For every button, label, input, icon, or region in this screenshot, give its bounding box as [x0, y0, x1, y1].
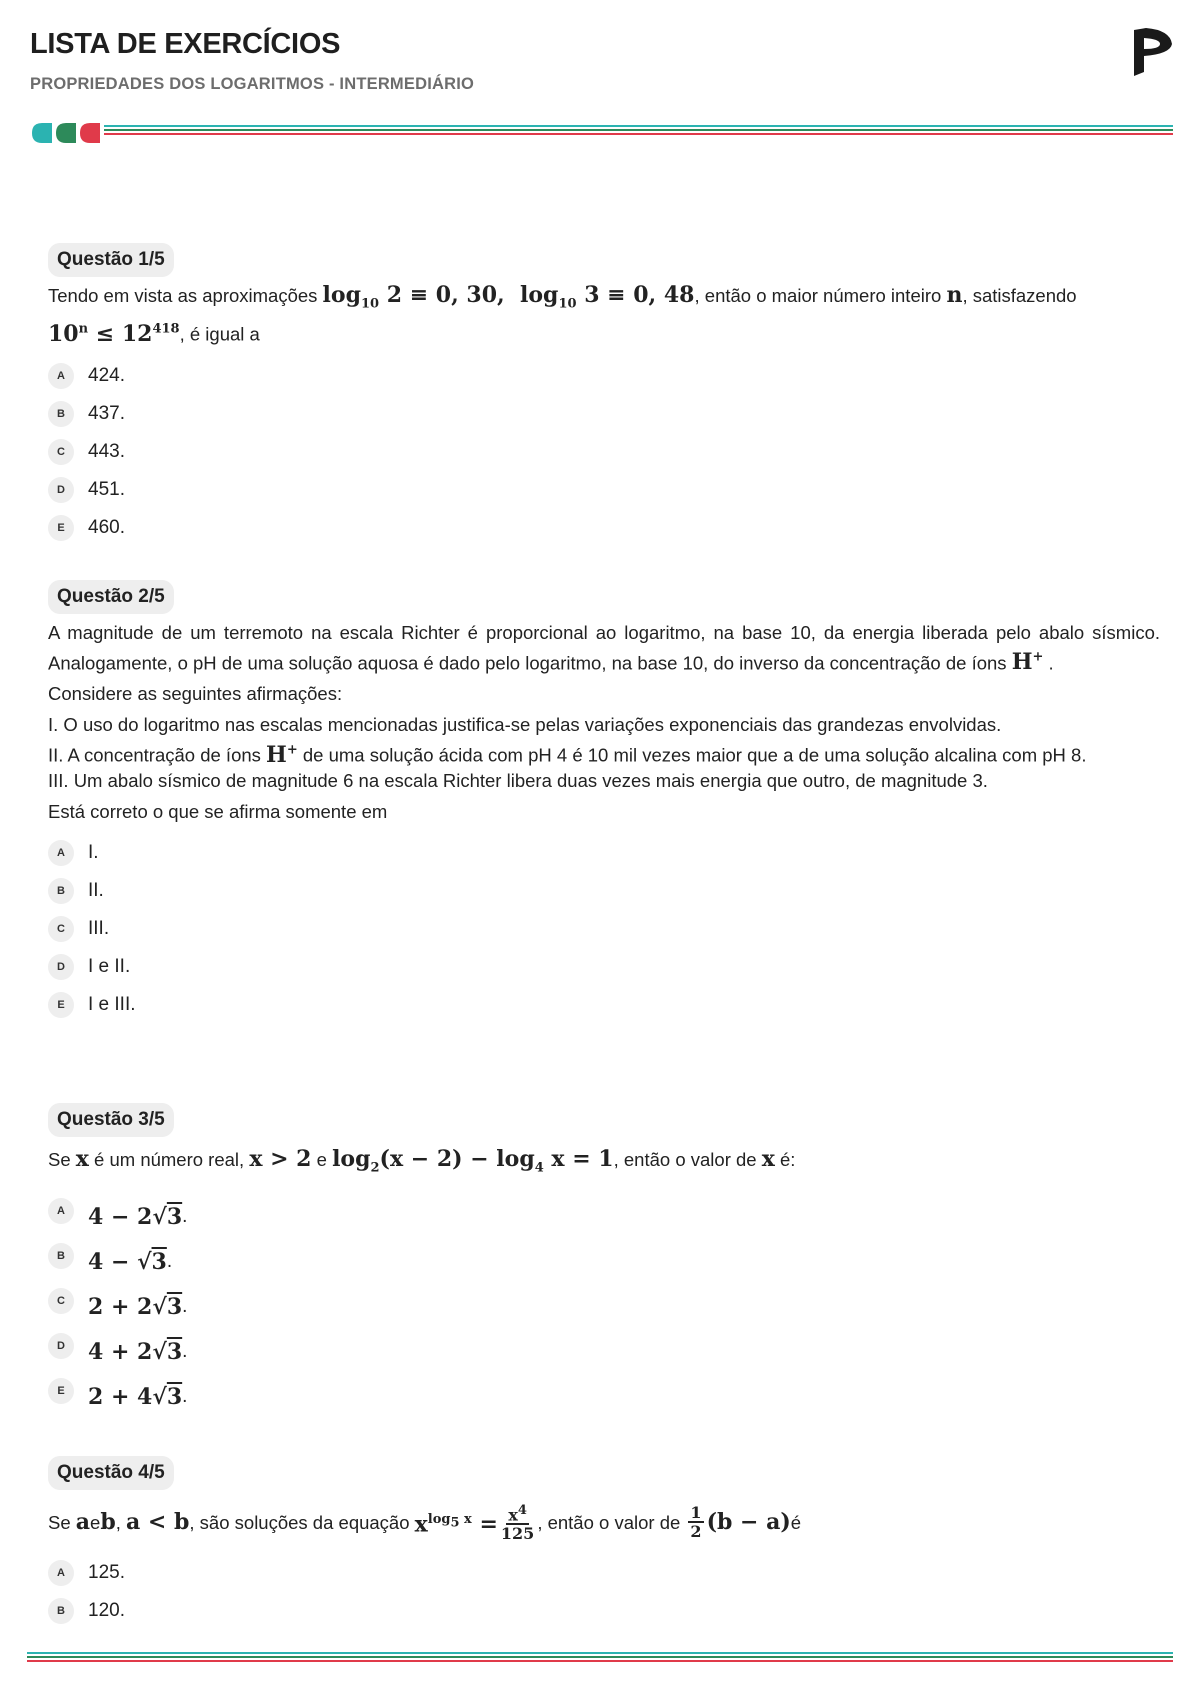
question-2	[48, 580, 1160, 1024]
option-d[interactable]: D 4 + 2√3 .	[48, 1329, 1160, 1374]
question-badge: Questão 2/5	[48, 580, 174, 614]
option-e[interactable]: E 460.	[48, 509, 1160, 547]
option-b[interactable]: B II.	[48, 872, 1160, 910]
option-letter: D	[48, 954, 74, 980]
option-b[interactable]: B 4 − √3 .	[48, 1239, 1160, 1284]
option-a[interactable]: A 125.	[48, 1554, 1160, 1592]
header-divider	[104, 125, 1173, 139]
question-badge: Questão 4/5	[48, 1456, 174, 1490]
option-letter: B	[48, 1243, 74, 1269]
question-statement: A magnitude de um terremoto na escala Richter é proporcional ao logaritmo, na base 10, da energia liberada pelo abalo sísmico. Analogamente, o pH de uma solução aquosa é dado pelo logaritmo, na base 10, do inverso da concentração de íons H+ . Considere as seguintes afirmações: I. O uso do logaritmo nas escalas mencionadas justifica-se pelas variações exponenciais das grandezas envolvidas. II. A concentração de íons H+ de uma solução ácida com pH 4 é 10 mil vezes maior que a de uma solução alcalina com pH 8. III. Um abalo sísmico de magnitude 6 na escala Richter libera duas vezes mais energia que outro, de magnitude 3. Está correto o que se afirma somente em	[48, 622, 1160, 822]
option-letter: C	[48, 1288, 74, 1314]
option-c[interactable]: C 2 + 2√3 .	[48, 1284, 1160, 1329]
option-d[interactable]: D 451.	[48, 471, 1160, 509]
question-statement: Tendo em vista as aproximações $\log_{10} 2 \equiv 0$, 30, $\log_{10} 3 \equiv 0$, 48, então o maior número inteiro n, satisfazendo $10^n \le 12^{418}$, é igual a	[48, 282, 1077, 347]
option-e[interactable]: E I e III.	[48, 986, 1160, 1024]
option-letter: B	[48, 1598, 74, 1624]
decorative-arrows-icon	[30, 120, 106, 146]
option-letter: B	[48, 878, 74, 904]
option-b[interactable]: B 437.	[48, 395, 1160, 433]
answer-options	[48, 834, 1160, 1024]
document-subtitle: PROPRIEDADES DOS LOGARITMOS - INTERMEDIÁRIO	[30, 75, 475, 93]
option-letter: A	[48, 363, 74, 389]
option-a[interactable]: A I.	[48, 834, 1160, 872]
question-statement: Se x é um número real, x > 2 e $\log_2(x - 2) - \log_4 x = 1$, então o valor de x é:	[48, 1146, 796, 1176]
question-3	[48, 1103, 1160, 1419]
option-letter: C	[48, 439, 74, 465]
answer-options	[48, 357, 1160, 547]
option-a[interactable]: A 424.	[48, 357, 1160, 395]
option-letter: B	[48, 401, 74, 427]
brand-logo-icon	[1130, 26, 1176, 78]
option-b[interactable]: B 120.	[48, 1592, 1160, 1630]
option-letter: D	[48, 477, 74, 503]
option-letter: E	[48, 1378, 74, 1404]
option-letter: D	[48, 1333, 74, 1359]
document-title: LISTA DE EXERCÍCIOS	[30, 28, 341, 60]
option-letter: C	[48, 916, 74, 942]
question-badge: Questão 3/5	[48, 1103, 174, 1137]
question-1	[48, 243, 1160, 547]
option-d[interactable]: D I e II.	[48, 948, 1160, 986]
answer-options	[48, 1554, 1160, 1630]
option-letter: A	[48, 1198, 74, 1224]
option-a[interactable]: A 4 − 2√3 .	[48, 1194, 1160, 1239]
answer-options	[48, 1194, 1160, 1419]
option-letter: E	[48, 515, 74, 541]
question-4	[48, 1456, 1160, 1630]
question-badge: Questão 1/5	[48, 243, 174, 277]
question-statement: Se a e b , a < b , são soluções da equação $x^{log_5 x}$ = $\frac{x^4}{125}$ , então o valor de $\frac{1}{2}$ (b − a) é	[48, 1503, 802, 1544]
option-letter: E	[48, 992, 74, 1018]
option-e[interactable]: E 2 + 4√3 .	[48, 1374, 1160, 1419]
option-letter: A	[48, 840, 74, 866]
option-c[interactable]: C III.	[48, 910, 1160, 948]
footer-divider	[27, 1652, 1173, 1666]
option-letter: A	[48, 1560, 74, 1586]
option-c[interactable]: C 443.	[48, 433, 1160, 471]
